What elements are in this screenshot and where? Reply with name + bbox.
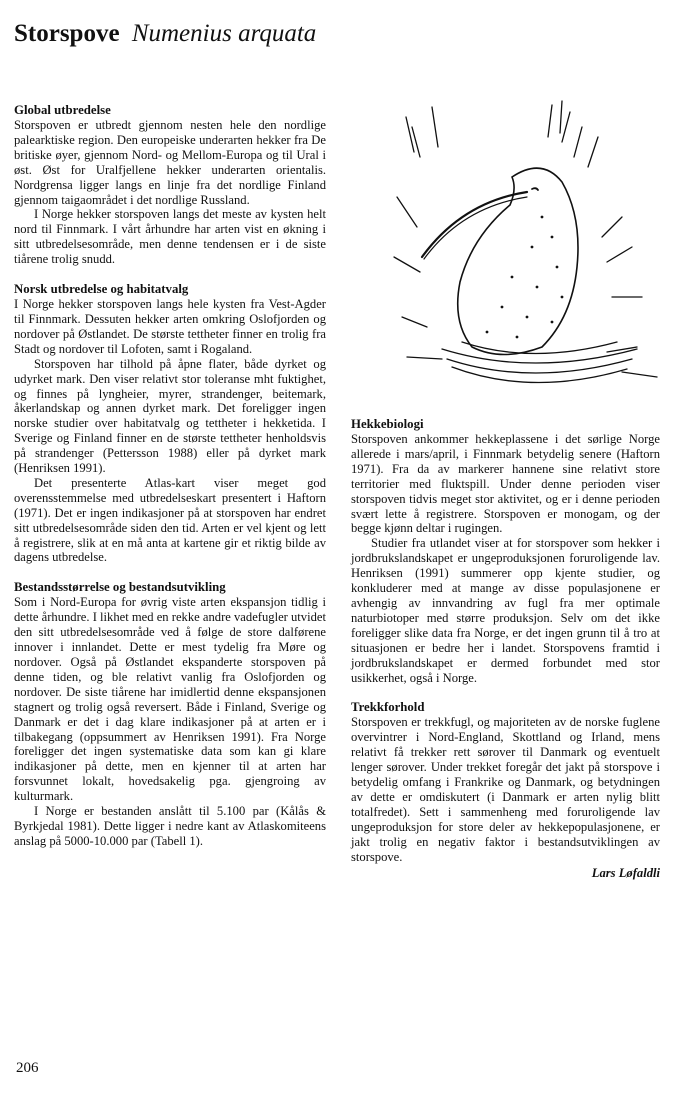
species-latin-name: Numenius arquata [131, 20, 317, 47]
page-title [14, 18, 316, 50]
paragraph: Storspoven ankommer hekkeplassene i det sørlige Norge allerede i mars/april, i Finnmark betydelig senere (Haftorn 1971). Fra da av markerer hannene sine relativt store territorier med fluktspill. Under denne perioden viser storspoven tidvis meget stor aktivitet, og er i denne perioden svært lette å registrere. Storspoven er monogam, og der begge kjønn deltar i rugingen. [351, 432, 660, 536]
paragraph: I Norge hekker storspoven langs hele kysten fra Vest-Agder til Finnmark. Dessuten hekker arten omkring Oslofjorden og nordover på Østlandet. De største tettheter finner en trolig fra Stadt og nordover til Lofoten, samt i Rogaland. [14, 297, 326, 356]
paragraph: I Norge er bestanden anslått til 5.100 par (Kålås & Byrkjedal 1981). Dette ligger i nedre kant av Atlaskomiteens anslag på 5000-10.000 par (Tabell 1). [14, 804, 326, 848]
paragraph: I Norge hekker storspoven langs det meste av kysten helt nord til Finnmark. I vårt århundre har arten vist en økning i sitt utbredelsesområde, men denne tendensen er i de siste tiårene trolig snudd. [14, 207, 326, 267]
section-heading-population: Bestandsstørrelse og bestandsutvikling [14, 580, 226, 595]
paragraph: Storspoven er utbredt gjennom nesten hele den nordlige palearktiske region. Den europeiske underarten hekker fra De britiske øyer, gjennom Nord- og Mellom-Europa og til Ural i øst. Øst for Uralfjellene hekker underarten orientalis. Nordgrensa ligger langs en linje fra det nordlige Finland gjennom taigaområdet i det nordlige Russland. [14, 118, 326, 207]
page-number: 206 [16, 1060, 39, 1076]
right-column [351, 417, 660, 881]
paragraph: Studier fra utlandet viser at for storspover som hekker i jordbrukslandskapet er ungeproduksjonen foruroligende lav. Henriksen (1991) summerer opp kjente studier, og konkluderer med at mange av disse populasjonene er avhengig av innvandring av fugl fra mer optimale naturbiotoper med større produksjon. Selv om det ikke foreligger slike data fra Norge, er det ingen grunn til å tro at situasjonen er bedre her i landet. Storspovens framtid i jordbrukslandskapet er dermed forbundet med stor usikkerhet, også i Norge. [351, 536, 660, 685]
curlew-illustration [392, 97, 674, 402]
section-heading-norwegian-distribution: Norsk utbredelse og habitatvalg [14, 282, 189, 297]
section-heading-global: Global utbredelse [14, 103, 111, 117]
section-heading-migration: Trekkforhold [351, 700, 425, 715]
paragraph: Det presenterte Atlas-kart viser meget god overensstemmelse med utbredelseskart presentert i Haftorn (1971). Det er ingen indikasjoner på at storspoven har endret sitt utbredelsesområde siden den tid. Arten er vel kjent og lett å registrere, slik at en må anta at kartene gir et riktig bilde av dagens utbredelse. [14, 475, 326, 565]
species-common-name: Storspove [14, 20, 120, 47]
author-signature: Lars Løfaldli [591, 866, 660, 881]
section-heading-breeding: Hekkebiologi [351, 417, 424, 431]
left-column [14, 103, 326, 849]
paragraph: Som i Nord-Europa for øvrig viste arten ekspansjon tidlig i dette århundre. I likhet med en rekke andre vadefugler utvidet den sitt utbredelsesområde ved å følge de store dalførene innover i innlandet. Dette er mest tydelig fra Møre og nordover. Også på Østlandet ekspanderte storspoven på denne tiden, og ble relativt vanlig fra Oslofjorden og nordover. De siste tiårene har imidlertid denne ekspansjonen stagnert og trolig også reversert. Både i Finland, Sverige og Danmark er det i dag klare indikasjoner på at arten er i tilbakegang (oppsummert av Henriksen 1991). Fra Norge foreligger det ingen systematiske data som kan gi klare indikasjoner på dette, men en kjenner til at arten har forsvunnet lokalt, hovedsakelig pga. gjengroing av kulturmark. [14, 595, 326, 804]
paragraph: Storspoven har tilhold på åpne flater, både dyrket og udyrket mark. Den viser relativt stor toleranse mht fuktighet, og finnes på lyngheier, myrer, strandenger, beitemark, åkerlandskap og annen dyrket mark. Det foreligger ingen norske studier over habitatvalg og tettheter i hekketida. I Sverige og Finland finner en de største tettheter henholdsvis på strandenger (Pettersson 1988) eller på dyrket mark (Henriksen 1991). [14, 356, 326, 476]
paragraph: Storspoven er trekkfugl, og majoriteten av de norske fuglene overvintrer i Nord-England, Skottland og Irland, mens relativt få trekker rett sørover til Danmark og eventuelt lenger sørover. Under trekket foregår det jakt på storspove i betydelig omfang i Frankrike og Danmark, og betydningen av dette er omdiskutert (i Danmark er arten nylig blitt totalfredet). Sett i sammenheng med foruroligende lav ungeproduksjon for store deler av hekkepopulasjonene, er jakt trolig en negativ faktor i bestandsutviklingen av storspove. [351, 715, 660, 864]
